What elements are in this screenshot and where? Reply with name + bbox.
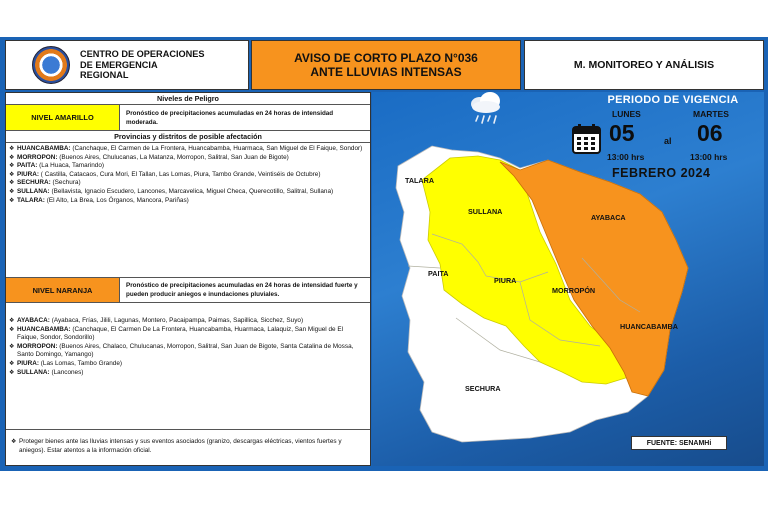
- orange-level-description: Pronóstico de precipitaciones acumuladas en 24 horas de intensidad fuerte y pueden producir aniegos e inundaciones pluviales.: [126, 282, 358, 298]
- map-label-morropon: MORROPÓN: [552, 286, 596, 295]
- district-item: [9, 317, 366, 326]
- department-name: M. MONITOREO Y ANÁLISIS: [573, 59, 715, 71]
- yellow-districts-list: [9, 145, 366, 205]
- district-item: [9, 360, 366, 369]
- end-day-name: MARTES: [693, 109, 729, 119]
- start-day-number: 05: [609, 120, 635, 146]
- district-item: [9, 154, 366, 163]
- district-item: [9, 188, 366, 197]
- advice-divider: [6, 429, 370, 430]
- map-label-huancabamba: HUANCABAMBA: [620, 322, 678, 331]
- orange-level-row: [6, 277, 370, 303]
- province-name: MORROPON:: [17, 342, 58, 350]
- alert-title-line1: AVISO DE CORTO PLAZO N°036: [294, 51, 478, 65]
- yellow-level-description: Pronóstico de precipitaciones acumuladas en 24 horas de intensidad moderada.: [126, 109, 334, 126]
- start-time: 13:00 hrs: [607, 152, 645, 162]
- province-name: SULLANA:: [17, 187, 50, 195]
- province-name: MORROPON:: [17, 153, 58, 161]
- yellow-level-label: NIVEL AMARILLO: [6, 105, 120, 130]
- districts-heading: Provincias y distritos de posible afectación: [6, 131, 370, 143]
- district-item: [9, 343, 366, 360]
- organization-header: [5, 40, 249, 90]
- province-name: HUANCABAMBA:: [17, 325, 71, 333]
- district-item: [9, 145, 366, 154]
- advice-text: ❖ Proteger bienes ante las lluvias intensas y sus eventos asociados (granizo, descargas eléctricas, vientos fuertes y aniegos). Estar atentos a la información oficial.: [11, 438, 365, 455]
- province-name: PAITA:: [17, 162, 38, 170]
- district-names: (Ayabaca, Frías, Jilili, Lagunas, Montero, Pacaipampa, Paimas, Sapillica, Sicchez, Suyo): [51, 317, 304, 324]
- date-connector: al: [664, 136, 672, 146]
- map-label-talara: TALARA: [405, 176, 435, 185]
- piura-region-map: [372, 92, 764, 466]
- orange-districts-list: [9, 317, 366, 377]
- source-label: FUENTE: SENAMHi: [631, 436, 727, 450]
- province-name: PIURA:: [17, 170, 40, 178]
- district-names: (La Huaca, Tamarindo): [39, 162, 105, 170]
- end-time: 13:00 hrs: [690, 152, 728, 162]
- province-name: AYABACA:: [17, 317, 50, 324]
- map-label-sechura: SECHURA: [465, 384, 501, 393]
- district-item: [9, 369, 366, 378]
- district-names: (Canchaque, El Carmen De La Frontera, Huancabamba, Huarmaca, Lalaquiz, San Miguel de El Faique, Sondor, Sondorillo): [17, 325, 344, 342]
- danger-levels-panel: [5, 92, 371, 466]
- alert-title-line2: ANTE LLUVIAS INTENSAS: [310, 65, 462, 79]
- map-label-ayabaca: AYABACA: [591, 213, 626, 222]
- levels-heading: Niveles de Peligro: [6, 93, 370, 105]
- district-names: (Buenos Aires, Chulucanas, La Matanza, Morropon, Salitral, San Juan de Bigote): [59, 153, 289, 161]
- district-names: (Lancones): [51, 368, 84, 376]
- district-names: (Canchaque, El Carmen de La Frontera, Huancabamba, Huarmaca, San Miguel de El Faique, Sondor): [72, 145, 363, 152]
- orange-level-label: NIVEL NARANJA: [6, 278, 120, 302]
- map-label-sullana: SULLANA: [468, 207, 503, 216]
- alert-title: [251, 40, 521, 90]
- district-names: (Bellavista, Ignacio Escudero, Lancones, Marcavelica, Miguel Checa, Querecotillo, Salitral, Sullana): [51, 187, 334, 195]
- validity-heading: PERIODO DE VIGENCIA: [607, 94, 739, 106]
- logo-emblem: [32, 46, 70, 84]
- province-name: HUANCABAMBA:: [17, 145, 71, 152]
- start-day-name: LUNES: [612, 109, 641, 119]
- map-label-paita: PAITA: [428, 269, 449, 278]
- province-name: TALARA:: [17, 196, 45, 204]
- map-label-piura: PIURA: [494, 276, 517, 285]
- province-name: SULLANA:: [17, 368, 50, 376]
- district-names: (Buenos Aires, Chalaco, Chulucanas, Morropon, Salitral, San Juan de Bigote, Santa Catalina de Mossa, Santo Domingo, Yamango): [17, 342, 354, 359]
- district-names: (Sechura): [52, 179, 81, 187]
- province-name: SECHURA:: [17, 179, 51, 187]
- yellow-level-row: [6, 105, 370, 131]
- district-item: [9, 326, 366, 343]
- end-day-number: 06: [697, 120, 723, 146]
- district-item: [9, 197, 366, 206]
- district-item: [9, 179, 366, 188]
- district-names: ( Castilla, Catacaos, Cura Mori, El Tallan, Las Lomas, Piura, Tambo Grande, Veintiséis de Octubre): [40, 170, 321, 178]
- organization-name: CENTRO DE OPERACIONES DE EMERGENCIA REGIONAL: [80, 49, 205, 81]
- district-item: [9, 162, 366, 171]
- province-name: PIURA:: [17, 359, 40, 367]
- month-year: FEBRERO 2024: [612, 166, 711, 180]
- department-header: [524, 40, 764, 90]
- district-names: (Las Lomas, Tambo Grande): [40, 359, 123, 367]
- district-names: (El Alto, La Brea, Los Órganos, Mancora, Pariñas): [46, 196, 189, 204]
- district-item: [9, 171, 366, 180]
